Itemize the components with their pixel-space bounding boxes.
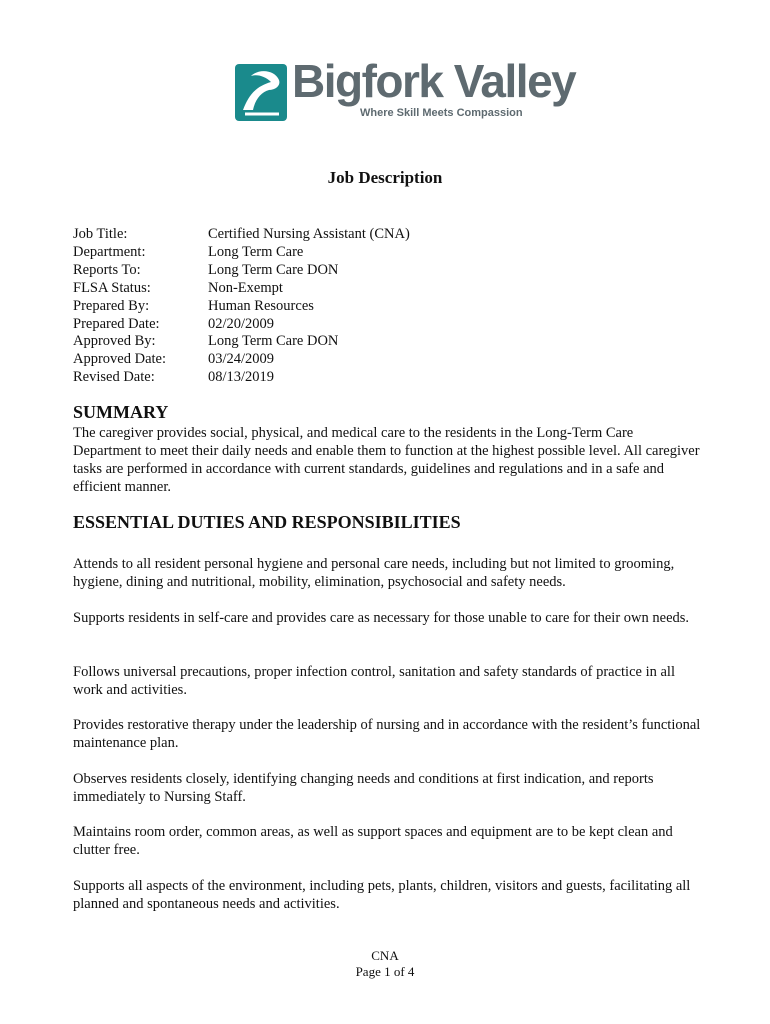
summary-heading: SUMMARY: [73, 402, 169, 422]
info-value: Human Resources: [208, 297, 314, 314]
duty-paragraph: Supports residents in self-care and provides care as necessary for those unable to care for their own needs.: [73, 610, 690, 626]
info-label: Reports To:: [73, 261, 141, 278]
info-row: [73, 351, 410, 369]
info-label: FLSA Status:: [73, 279, 151, 296]
document-title: Job Description: [327, 168, 443, 187]
info-row: [73, 333, 410, 351]
duty-paragraph: Supports all aspects of the environment, including pets, plants, children, visitors and guests, facilitating all planned and spontaneous needs and activities.: [73, 878, 691, 912]
info-value: 08/13/2019: [208, 369, 275, 386]
info-value: Certified Nursing Assistant (CNA): [208, 226, 410, 242]
brand-logo: [235, 55, 576, 126]
info-label: Approved By:: [73, 333, 156, 350]
duty-paragraph: Maintains room order, common areas, as well as support spaces and equipment are to be kept clean and clutter free.: [73, 824, 673, 858]
info-row: [73, 280, 410, 298]
info-value: Long Term Care DON: [208, 261, 339, 278]
info-label: Revised Date:: [73, 369, 155, 386]
brand-tagline: Where Skill Meets Compassion: [360, 107, 523, 119]
info-label: Department:: [73, 243, 146, 260]
page-footer: [0, 948, 770, 980]
brand-name: Bigfork Valley: [292, 55, 576, 107]
duty-paragraph: Observes residents closely, identifying changing needs and conditions at first indication, and reports immediately to Nursing Staff.: [73, 771, 654, 805]
info-row: [73, 369, 410, 387]
duties-heading: ESSENTIAL DUTIES AND RESPONSIBILITIES: [73, 512, 461, 532]
info-row: [73, 244, 410, 262]
info-row: [73, 226, 410, 244]
heron-logo-icon: [235, 64, 287, 121]
info-value: 02/20/2009: [208, 315, 275, 332]
summary-text: The caregiver provides social, physical, and medical care to the residents in the Long-Term Care Department to meet their daily needs and enable them to function at the highest possible level. All caregiver tasks are performed in accordance with current standards, guidelines and regulations and in a safe and efficient manner.: [73, 425, 700, 495]
info-label: Approved Date:: [73, 351, 167, 368]
info-value: Long Term Care: [208, 243, 304, 260]
info-row: [73, 262, 410, 280]
info-label: Job Title:: [73, 226, 128, 242]
duty-paragraph: Follows universal precautions, proper infection control, sanitation and safety standards of practice in all work and activities.: [73, 664, 675, 698]
job-info-table: [73, 226, 410, 387]
duty-paragraph: Attends to all resident personal hygiene and personal care needs, including but not limited to grooming, hygiene, dining and nutritional, mobility, elimination, psychosocial and safety needs.: [73, 556, 675, 590]
duty-paragraph: Provides restorative therapy under the leadership of nursing and in accordance with the resident’s functional maintenance plan.: [73, 717, 701, 751]
info-label: Prepared By:: [73, 297, 150, 314]
page-number: Page 1 of 4: [355, 964, 415, 979]
info-value: Non-Exempt: [208, 279, 283, 296]
info-row: [73, 316, 410, 334]
info-value: 03/24/2009: [208, 351, 275, 368]
info-value: Long Term Care DON: [208, 333, 339, 350]
info-row: [73, 298, 410, 316]
footer-doc-code: CNA: [371, 948, 399, 963]
info-label: Prepared Date:: [73, 315, 160, 332]
